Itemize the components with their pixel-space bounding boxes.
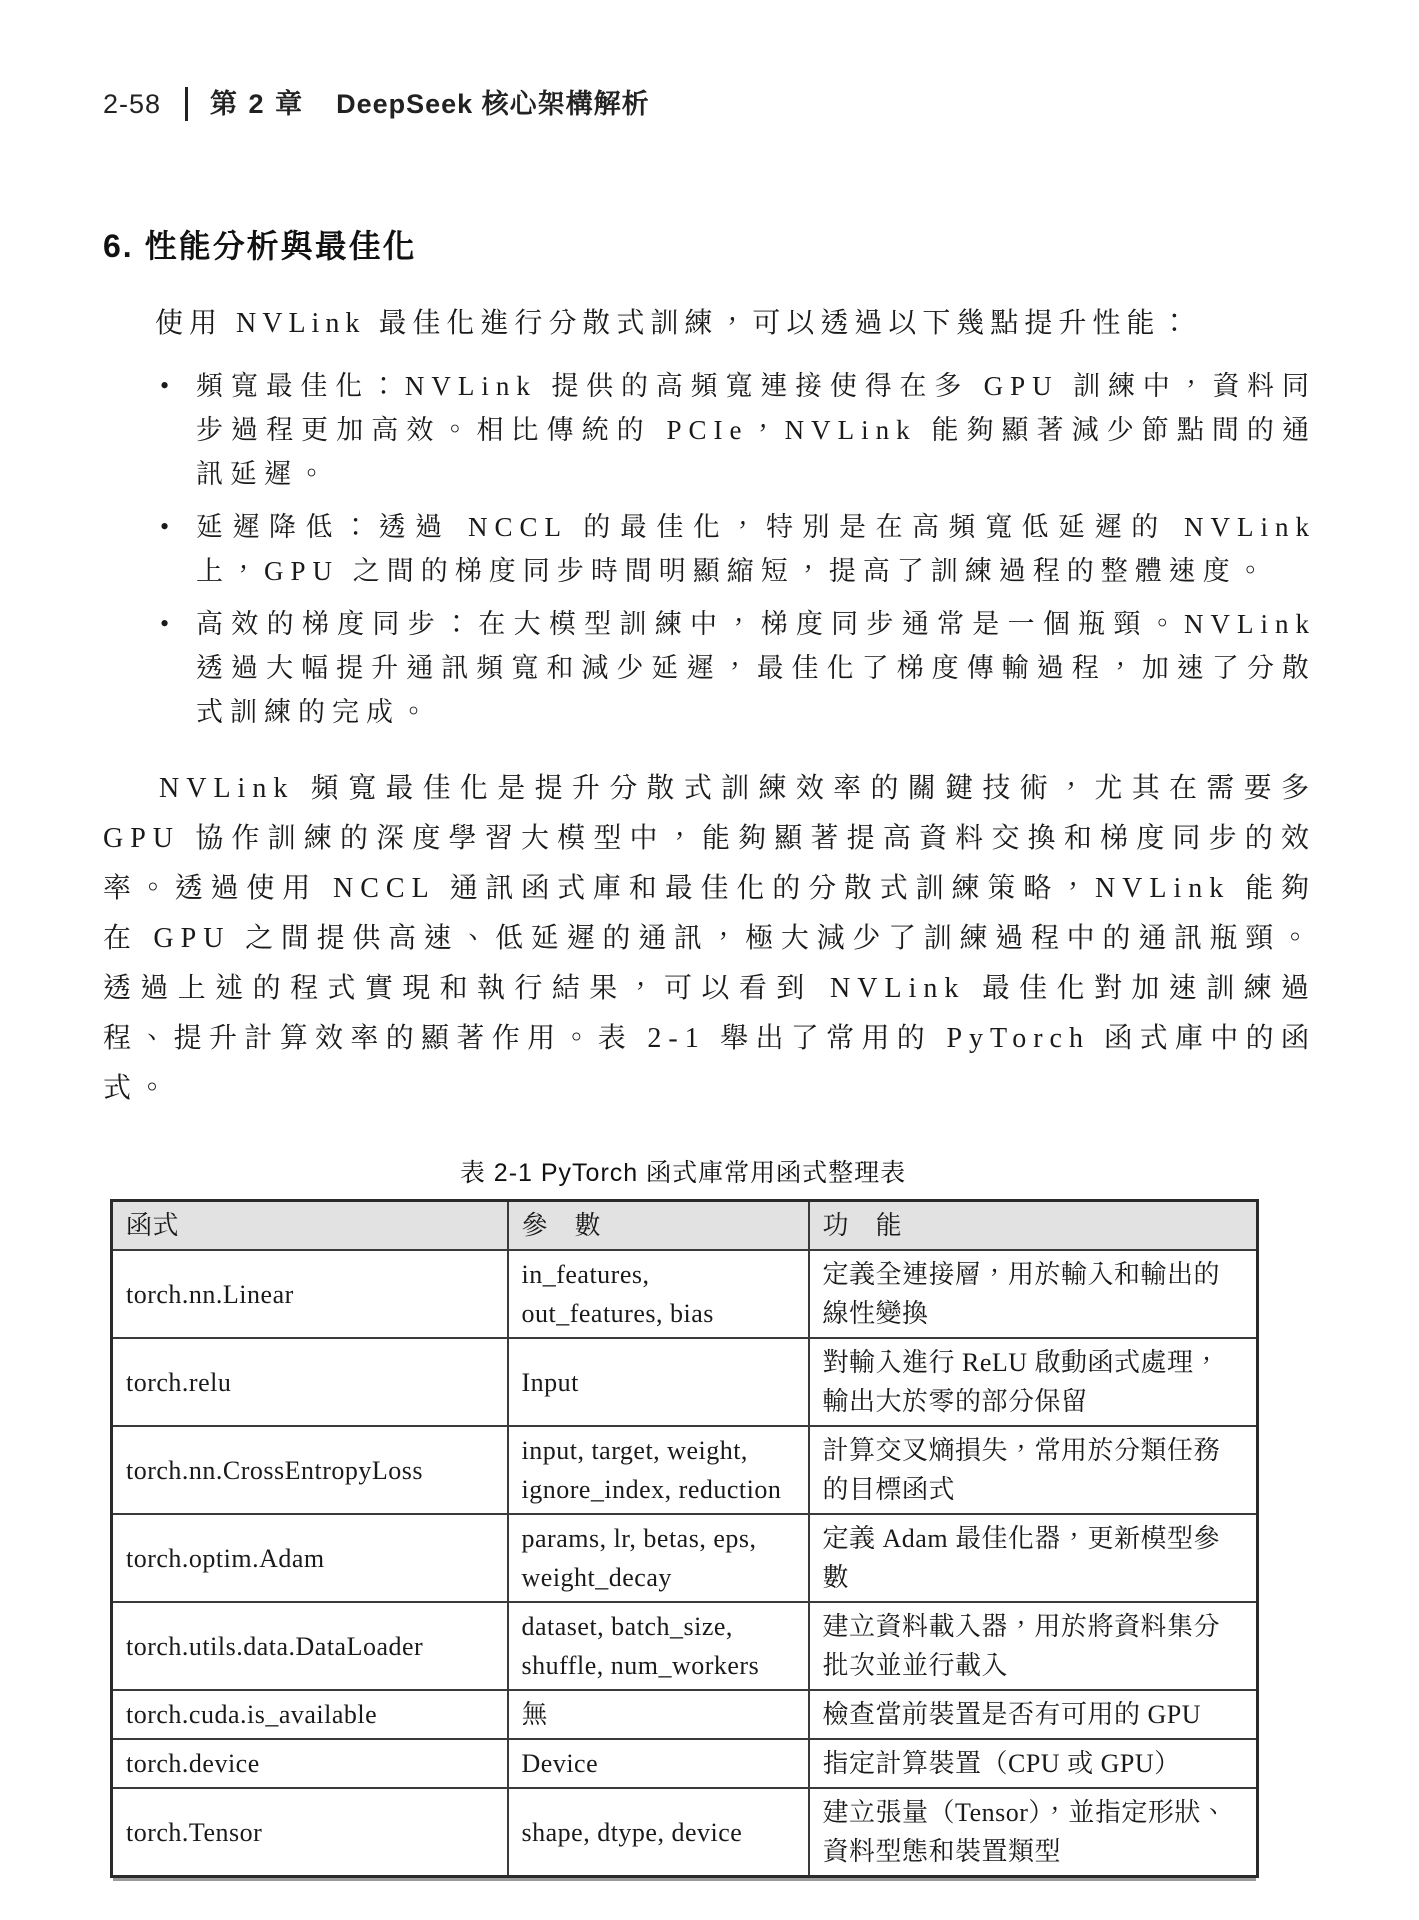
cell-params: dataset, batch_size, shuffle, num_workers: [508, 1602, 809, 1690]
table-row: [112, 1739, 1258, 1788]
intro-paragraph: 使用 NVLink 最佳化進行分散式訓練，可以透過以下幾點提升性能：: [155, 308, 1195, 339]
running-head: [103, 0, 1316, 122]
cell-function: torch.relu: [112, 1338, 508, 1426]
cell-params: in_features, out_features, bias: [508, 1250, 809, 1338]
bullet-icon: •: [160, 609, 170, 638]
cell-params: Device: [508, 1739, 809, 1788]
cell-description: 計算交叉熵損失，常用於分類任務的目標函式: [809, 1426, 1258, 1514]
body-paragraph: NVLink 頻寬最佳化是提升分散式訓練效率的關鍵技術，尤其在需要多 GPU 協作訓練的深度學習大模型中，能夠顯著提高資料交換和梯度同步的效率。透過使用 NCCL 通訊函式庫和最佳化的分散式訓練策略，NVLink 能夠在 GPU 之間提供高速、低延遲的通訊，極大減少了訓練過程中的通訊瓶頸。透過上述的程式實現和執行結果，可以看到 NVLink 最佳化對加速訓練過程、提升計算效率的顯著作用。表 2-1 舉出了常用的 PyTorch 函式庫中的函式。: [103, 773, 1316, 1104]
cell-params: shape, dtype, device: [508, 1788, 809, 1877]
section-heading: 6. 性能分析與最佳化: [103, 228, 417, 264]
bullet-item: [103, 602, 1316, 734]
bullet-list: [103, 364, 1316, 734]
table-caption: 表 2-1 PyTorch 函式庫常用函式整理表: [459, 1159, 907, 1187]
cell-description: 定義全連接層，用於輸入和輸出的線性變換: [809, 1250, 1258, 1338]
cell-function: torch.device: [112, 1739, 508, 1788]
cell-params: 無: [508, 1690, 809, 1739]
table-header-row: [112, 1201, 1258, 1251]
table-row: [112, 1602, 1258, 1690]
chapter-title: DeepSeek 核心架構解析: [336, 89, 650, 119]
cell-description: 檢查當前裝置是否有可用的 GPU: [809, 1690, 1258, 1739]
cell-description: 定義 Adam 最佳化器，更新模型參數: [809, 1514, 1258, 1602]
cell-description: 指定計算裝置（CPU 或 GPU）: [809, 1739, 1258, 1788]
table-row: [112, 1250, 1258, 1338]
cell-params: Input: [508, 1338, 809, 1426]
cell-function: torch.Tensor: [112, 1788, 508, 1877]
header-divider: [185, 87, 188, 121]
bullet-item: [103, 505, 1316, 593]
table-row: [112, 1338, 1258, 1426]
cell-function: torch.utils.data.DataLoader: [112, 1602, 508, 1690]
table-row: [112, 1514, 1258, 1602]
cell-description: 建立張量（Tensor），並指定形狀、資料型態和裝置類型: [809, 1788, 1258, 1877]
header-cell-params: 參 數: [508, 1201, 809, 1251]
table-row: [112, 1426, 1258, 1514]
cell-params: input, target, weight, ignore_index, reduction: [508, 1426, 809, 1514]
header-cell-description: 功 能: [809, 1201, 1258, 1251]
bullet-text: 頻寬最佳化：NVLink 提供的高頻寬連接使得在多 GPU 訓練中，資料同步過程更加高效。相比傳統的 PCIe，NVLink 能夠顯著減少節點間的通訊延遲。: [196, 371, 1316, 489]
cell-params: params, lr, betas, eps, weight_decay: [508, 1514, 809, 1602]
bullet-icon: •: [160, 512, 170, 541]
cell-function: torch.optim.Adam: [112, 1514, 508, 1602]
bullet-text: 延遲降低：透過 NCCL 的最佳化，特別是在高頻寬低延遲的 NVLink 上，GPU 之間的梯度同步時間明顯縮短，提高了訓練過程的整體速度。: [196, 512, 1316, 586]
header-cell-function: 函式: [112, 1201, 508, 1251]
chapter-label: 第 2 章: [210, 89, 305, 119]
cell-function: torch.cuda.is_available: [112, 1690, 508, 1739]
cell-function: torch.nn.CrossEntropyLoss: [112, 1426, 508, 1514]
cell-description: 建立資料載入器，用於將資料集分批次並並行載入: [809, 1602, 1258, 1690]
cell-function: torch.nn.Linear: [112, 1250, 508, 1338]
bullet-text: 高效的梯度同步：在大模型訓練中，梯度同步通常是一個瓶頸。NVLink 透過大幅提升通訊頻寬和減少延遲，最佳化了梯度傳輸過程，加速了分散式訓練的完成。: [196, 609, 1316, 727]
cell-description: 對輸入進行 ReLU 啟動函式處理，輸出大於零的部分保留: [809, 1338, 1258, 1426]
page-number: 2-58: [103, 89, 162, 119]
table-row: [112, 1690, 1258, 1739]
bullet-item: [103, 364, 1316, 496]
table-row: [112, 1788, 1258, 1877]
bullet-icon: •: [160, 371, 170, 400]
functions-table: [110, 1199, 1259, 1878]
